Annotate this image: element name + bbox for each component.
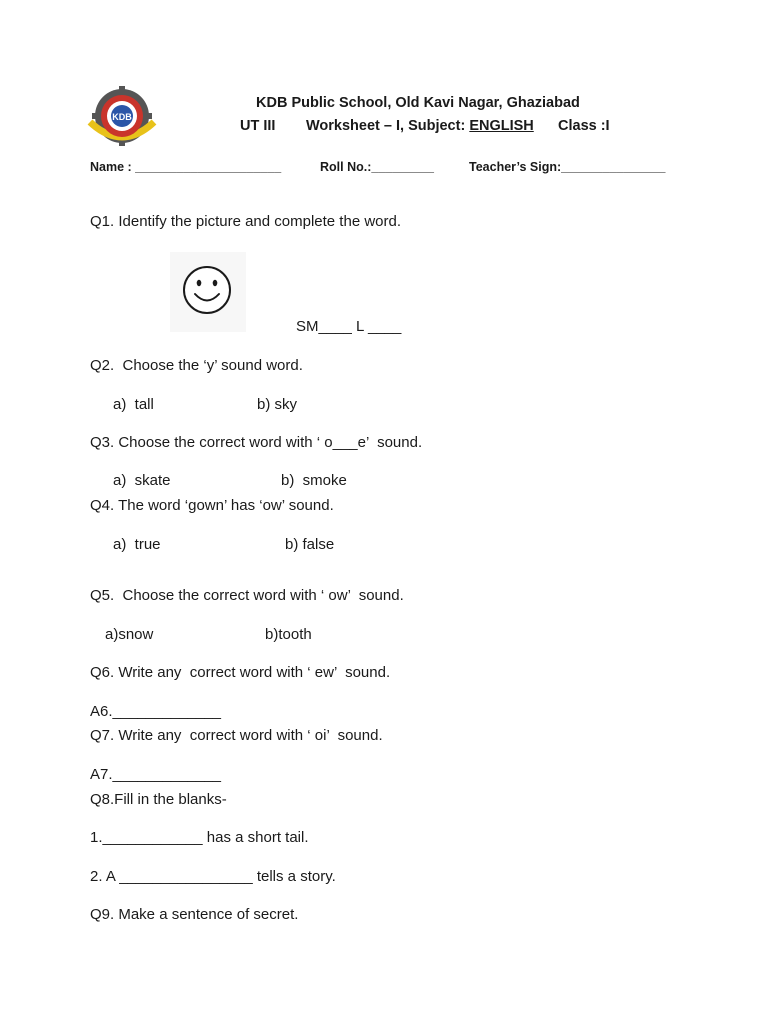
- roll-field: Roll No.:_________: [320, 160, 434, 174]
- question-9: Q9. Make a sentence of secret.: [90, 906, 299, 923]
- worksheet-label: Worksheet – I, Subject:: [306, 118, 470, 134]
- q2-option-b: b) sky: [257, 396, 298, 413]
- answer-6: A6._____________: [90, 703, 221, 720]
- question-6: Q6. Write any correct word with ‘ ew’ sound.: [90, 664, 391, 681]
- test-name: UT III: [240, 118, 276, 134]
- worksheet-subject: [306, 118, 534, 134]
- smiley-icon: [170, 252, 246, 332]
- q5-option-b: b)tooth: [265, 626, 312, 643]
- q3-option-b: b) smoke: [281, 472, 347, 489]
- name-field: Name : _____________________: [90, 160, 282, 174]
- teacher-sign-field: Teacher’s Sign:_______________: [469, 160, 666, 174]
- q4-option-a: a) true: [113, 536, 161, 553]
- answer-1: SM____ L ____: [296, 318, 402, 335]
- question-1: Q1. Identify the picture and complete the word.: [90, 213, 402, 230]
- q8-blank-1: 1.____________ has a short tail.: [90, 829, 309, 846]
- question-7: Q7. Write any correct word with ‘ oi’ sound.: [90, 727, 383, 744]
- class-label: Class :I: [558, 118, 610, 134]
- question-8: Q8.Fill in the blanks-: [90, 791, 227, 808]
- smiley-picture: [170, 252, 246, 332]
- q8-blank-2: 2. A ________________ tells a story.: [90, 868, 336, 885]
- q4-option-b: b) false: [285, 536, 335, 553]
- answer-7: A7._____________: [90, 766, 221, 783]
- question-5: Q5. Choose the correct word with ‘ ow’ sound.: [90, 587, 404, 604]
- question-2: Q2. Choose the ‘y’ sound word.: [90, 357, 303, 374]
- q2-option-a: a) tall: [113, 396, 154, 413]
- svg-text:KDB: KDB: [112, 112, 132, 122]
- q3-option-a: a) skate: [113, 472, 171, 489]
- school-logo: [84, 86, 160, 148]
- school-name: KDB Public School, Old Kavi Nagar, Ghaziabad: [256, 95, 580, 111]
- subject-name: ENGLISH: [469, 118, 534, 134]
- q5-option-a: a)snow: [105, 626, 154, 643]
- question-4: Q4. The word ‘gown’ has ‘ow’ sound.: [90, 497, 334, 514]
- question-3: Q3. Choose the correct word with ‘ o___e’ sound.: [90, 434, 423, 451]
